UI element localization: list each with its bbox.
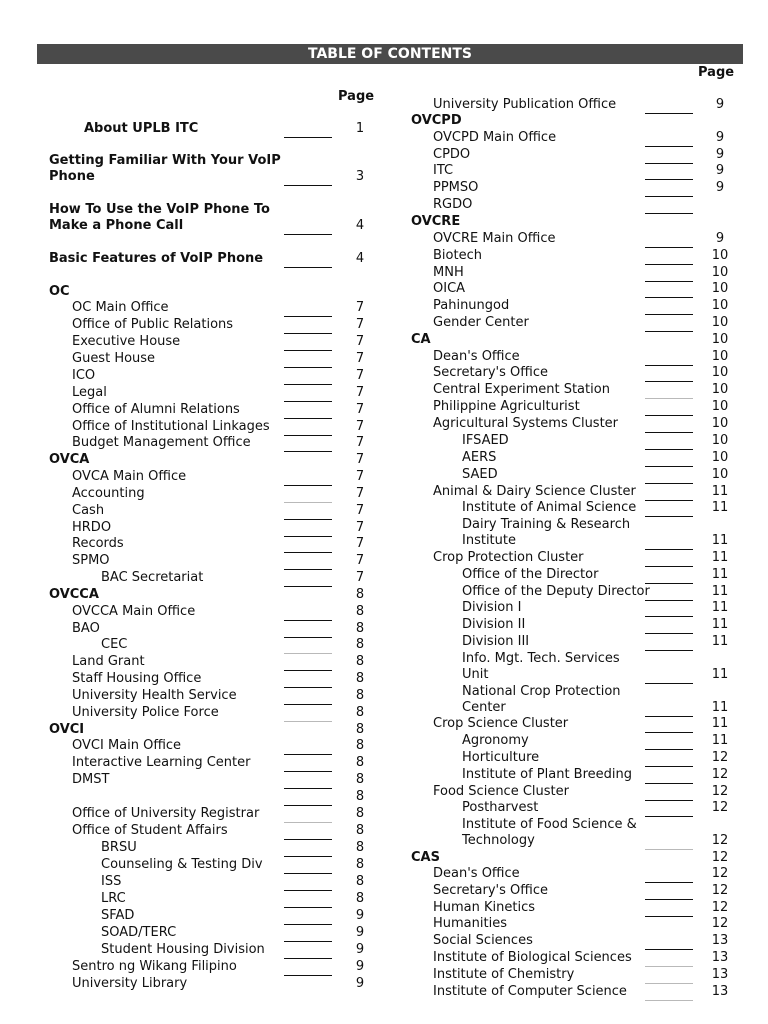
toc-leader-line (645, 264, 693, 265)
toc-leader-line (645, 882, 693, 883)
toc-page-number: 11 (711, 533, 729, 548)
toc-leader-line (284, 754, 332, 755)
toc-entry-label: Dairy Training & Research (462, 517, 631, 532)
toc-entry-label: Division II (462, 617, 526, 632)
toc-entry-label: Biotech (433, 248, 482, 263)
toc-entry-label: University Police Force (72, 705, 219, 720)
toc-section-label: OVCA (49, 452, 90, 467)
page-column-header-right: Page (698, 65, 735, 80)
toc-entry-label: University Health Service (72, 688, 237, 703)
toc-entry-label: OC Main Office (72, 300, 169, 315)
toc-page-number: 10 (711, 365, 729, 380)
toc-leader-line (284, 907, 332, 908)
toc-entry-label: About UPLB ITC (84, 121, 199, 136)
toc-entry-label: Postharvest (462, 800, 539, 815)
toc-entry-label: Philippine Agriculturist (433, 399, 580, 414)
toc-page-number: 8 (355, 738, 365, 753)
toc-page-number: 9 (715, 231, 725, 246)
toc-entry-label: LRC (101, 891, 126, 906)
toc-entry-label: Pahinungod (433, 298, 510, 313)
toc-section-label: OVCRE (411, 214, 461, 229)
toc-leader-line (284, 367, 332, 368)
toc-entry-label: Records (72, 536, 124, 551)
toc-page-number: 11 (711, 567, 729, 582)
toc-leader-line (284, 670, 332, 671)
toc-page-number: 11 (711, 617, 729, 632)
toc-leader-line (645, 381, 693, 382)
toc-entry-label: Gender Center (433, 315, 529, 330)
toc-page-number: 12 (711, 866, 729, 881)
toc-entry-label: RGDO (433, 197, 473, 212)
toc-leader-line (645, 1000, 693, 1001)
toc-page-number: 9 (715, 130, 725, 145)
toc-page-number: 9 (355, 925, 365, 940)
toc-leader-line (645, 163, 693, 164)
toc-entry-label: HRDO (72, 520, 112, 535)
toc-entry-label: CEC (101, 637, 128, 652)
toc-page-number: 7 (355, 536, 365, 551)
toc-leader-line (284, 536, 332, 537)
toc-page-number: 8 (355, 840, 365, 855)
toc-section-label: OC (49, 284, 70, 299)
toc-page-number: 8 (355, 891, 365, 906)
toc-leader-line (284, 586, 332, 587)
page-column-header-left: Page (338, 89, 375, 104)
toc-page-number: 12 (711, 900, 729, 915)
toc-page-number: 11 (711, 550, 729, 565)
toc-entry-label: Division I (462, 600, 522, 615)
toc-page-number: 8 (355, 637, 365, 652)
toc-leader-line (284, 401, 332, 402)
toc-entry-label: OVCCA Main Office (72, 604, 196, 619)
toc-page-number: 8 (355, 722, 365, 737)
toc-page-number: 9 (715, 97, 725, 112)
toc-leader-line (645, 415, 693, 416)
toc-section-label: OVCPD (411, 113, 462, 128)
toc-page-number: 7 (355, 334, 365, 349)
toc-page-number: 7 (355, 553, 365, 568)
toc-leader-line (645, 899, 693, 900)
toc-entry-label: AERS (462, 450, 497, 465)
toc-entry-label: ISS (101, 874, 122, 889)
toc-entry-label: Secretary's Office (433, 883, 548, 898)
toc-entry-label: Institute of Animal Science (462, 500, 637, 515)
toc-leader-line (284, 687, 332, 688)
toc-leader-line (284, 384, 332, 385)
toc-entry-label: BRSU (101, 840, 137, 855)
toc-page-number: 8 (355, 621, 365, 636)
toc-leader-line (284, 435, 332, 436)
toc-leader-line (284, 485, 332, 486)
toc-page-number: 11 (711, 733, 729, 748)
toc-entry-label: Social Sciences (433, 933, 533, 948)
toc-entry-label: Dean's Office (433, 866, 520, 881)
toc-entry-label: Office of the Director (462, 567, 599, 582)
toc-entry-label: Legal (72, 385, 107, 400)
toc-entry-label: Accounting (72, 486, 145, 501)
toc-page-number: 11 (711, 700, 729, 715)
toc-entry-label: Agricultural Systems Cluster (433, 416, 619, 431)
toc-page-number: 7 (355, 469, 365, 484)
toc-entry-label: Secretary's Office (433, 365, 548, 380)
toc-page-number: 10 (711, 248, 729, 263)
toc-page-number: 8 (355, 587, 365, 602)
toc-leader-line (645, 500, 693, 501)
toc-leader-line (645, 683, 693, 684)
toc-leader-line (284, 721, 332, 722)
toc-entry-label: ICO (72, 368, 96, 383)
toc-entry-label: BAO (72, 621, 100, 636)
toc-page-number: 12 (711, 850, 729, 865)
toc-leader-line (645, 716, 693, 717)
toc-entry-label: OVCPD Main Office (433, 130, 557, 145)
toc-entry-label: Horticulture (462, 750, 540, 765)
toc-page-number: 7 (355, 385, 365, 400)
toc-entry-label: OVCA Main Office (72, 469, 187, 484)
toc-entry-label: OVCI Main Office (72, 738, 182, 753)
toc-leader-line (645, 616, 693, 617)
toc-leader-line (284, 185, 332, 186)
toc-leader-line (284, 620, 332, 621)
toc-page-number: 8 (355, 857, 365, 872)
toc-leader-line (284, 975, 332, 976)
toc-entry-label: Agronomy (462, 733, 529, 748)
toc-entry-label: Cash (72, 503, 105, 518)
toc-entry-label: Institute of Biological Sciences (433, 950, 632, 965)
toc-page-number: 11 (711, 484, 729, 499)
toc-entry-label: Getting Familiar With Your VoIP (49, 153, 281, 168)
toc-section-label: OVCCA (49, 587, 99, 602)
toc-page-number: 3 (355, 169, 365, 184)
toc-entry-label: Human Kinetics (433, 900, 536, 915)
toc-page-number: 10 (711, 450, 729, 465)
toc-title-banner (37, 44, 743, 64)
toc-leader-line (284, 569, 332, 570)
toc-entry-label: SAED (462, 467, 498, 482)
toc-entry-label: University Library (72, 976, 188, 991)
toc-entry-label: Office of Institutional Linkages (72, 419, 270, 434)
toc-entry-label: Food Science Cluster (433, 784, 569, 799)
toc-page-number: 8 (355, 705, 365, 720)
toc-leader-line (645, 466, 693, 467)
toc-leader-line (645, 966, 693, 967)
toc-entry-label: BAC Secretariat (101, 570, 204, 585)
toc-entry-label: Info. Mgt. Tech. Services (462, 651, 620, 666)
toc-page-number: 7 (355, 570, 365, 585)
toc-title: TABLE OF CONTENTS (307, 46, 473, 62)
toc-entry-label: How To Use the VoIP Phone To (49, 202, 270, 217)
toc-leader-line (284, 873, 332, 874)
toc-page-number: 7 (355, 402, 365, 417)
toc-page-number: 10 (711, 382, 729, 397)
toc-page-number: 8 (355, 789, 365, 804)
toc-page-number: 7 (355, 503, 365, 518)
toc-leader-line (645, 749, 693, 750)
toc-leader-line (284, 890, 332, 891)
toc-page-number: 11 (711, 500, 729, 515)
toc-leader-line (284, 941, 332, 942)
toc-entry-label: Unit (462, 667, 489, 682)
toc-page-number: 12 (711, 750, 729, 765)
toc-page-number: 9 (355, 908, 365, 923)
toc-leader-line (645, 483, 693, 484)
toc-leader-line (284, 333, 332, 334)
toc-page-number: 9 (355, 976, 365, 991)
toc-leader-line (645, 179, 693, 180)
toc-page-number: 9 (355, 959, 365, 974)
toc-leader-line (645, 365, 693, 366)
toc-leader-line (645, 849, 693, 850)
toc-entry-label: Office of Alumni Relations (72, 402, 240, 417)
toc-leader-line (645, 650, 693, 651)
toc-entry-label: Staff Housing Office (72, 671, 202, 686)
toc-entry-label: Crop Protection Cluster (433, 550, 584, 565)
toc-page-number: 10 (711, 467, 729, 482)
toc-entry-label: CPDO (433, 147, 471, 162)
toc-entry-label: Office of Public Relations (72, 317, 234, 332)
toc-entry-label: Center (462, 700, 506, 715)
toc-entry-label: University Publication Office (433, 97, 617, 112)
toc-leader-line (645, 146, 693, 147)
toc-page-number: 7 (355, 351, 365, 366)
toc-entry-label: Executive House (72, 334, 181, 349)
toc-page-number: 8 (355, 823, 365, 838)
toc-page-number: 8 (355, 671, 365, 686)
toc-page-number: 4 (355, 218, 365, 233)
toc-leader-line (645, 949, 693, 950)
toc-section-label: CA (411, 332, 431, 347)
toc-entry-label: Sentro ng Wikang Filipino (72, 959, 237, 974)
toc-entry-label: Institute of Plant Breeding (462, 767, 632, 782)
toc-entry-label: Office of University Registrar (72, 806, 260, 821)
toc-leader-line (645, 196, 693, 197)
toc-leader-line (645, 213, 693, 214)
toc-page-number: 12 (711, 800, 729, 815)
toc-entry-label: Basic Features of VoIP Phone (49, 251, 264, 266)
toc-page-number: 10 (711, 298, 729, 313)
toc-entry-label: Dean's Office (433, 349, 520, 364)
toc-entry-label: Office of Student Affairs (72, 823, 228, 838)
toc-leader-line (645, 583, 693, 584)
toc-page-number: 11 (711, 584, 729, 599)
toc-entry-label: OVCRE Main Office (433, 231, 556, 246)
toc-entry-label: Student Housing Division (101, 942, 265, 957)
toc-leader-line (284, 704, 332, 705)
toc-entry-label: Budget Management Office (72, 435, 251, 450)
toc-page-number: 12 (711, 767, 729, 782)
toc-leader-line (284, 451, 332, 452)
toc-page-number: 7 (355, 435, 365, 450)
toc-leader-line (284, 771, 332, 772)
toc-page-number: 10 (711, 433, 729, 448)
toc-leader-line (645, 297, 693, 298)
toc-leader-line (284, 839, 332, 840)
toc-page-number: 10 (711, 281, 729, 296)
toc-entry-label: Division III (462, 634, 530, 649)
toc-page-number: 11 (711, 667, 729, 682)
toc-leader-line (645, 398, 693, 399)
toc-page-number: 10 (711, 399, 729, 414)
toc-entry-label: OICA (433, 281, 466, 296)
toc-leader-line (645, 549, 693, 550)
toc-entry-label: SPMO (72, 553, 110, 568)
toc-page-number: 12 (711, 784, 729, 799)
toc-entry-label: ITC (433, 163, 454, 178)
toc-page-number: 7 (355, 368, 365, 383)
toc-entry-label: Central Experiment Station (433, 382, 610, 397)
toc-page-number: 7 (355, 520, 365, 535)
toc-entry-label: PPMSO (433, 180, 479, 195)
toc-page-number: 8 (355, 654, 365, 669)
toc-section-label: OVCI (49, 722, 85, 737)
toc-entry-label: Institute of Food Science & (462, 817, 637, 832)
toc-entry-label: Institute (462, 533, 516, 548)
toc-leader-line (645, 113, 693, 114)
toc-leader-line (645, 800, 693, 801)
toc-page-number: 8 (355, 755, 365, 770)
toc-page-number: 13 (711, 967, 729, 982)
toc-leader-line (645, 331, 693, 332)
toc-leader-line (645, 983, 693, 984)
toc-leader-line (284, 552, 332, 553)
toc-leader-line (284, 350, 332, 351)
toc-page-number: 8 (355, 772, 365, 787)
toc-leader-line (284, 137, 332, 138)
toc-leader-line (645, 566, 693, 567)
toc-leader-line (645, 432, 693, 433)
toc-entry-label: IFSAED (462, 433, 509, 448)
toc-page-number: 10 (711, 315, 729, 330)
toc-page-number: 13 (711, 933, 729, 948)
toc-leader-line (645, 449, 693, 450)
toc-page-number: 7 (355, 317, 365, 332)
toc-leader-line (645, 816, 693, 817)
toc-entry-label: Counseling & Testing Div (101, 857, 263, 872)
toc-entry-label: SOAD/TERC (101, 925, 177, 940)
toc-entry-label: Institute of Computer Science (433, 984, 627, 999)
toc-leader-line (284, 822, 332, 823)
toc-entry-label: DMST (72, 772, 110, 787)
toc-section-label: CAS (411, 850, 440, 865)
toc-page-number: 8 (355, 688, 365, 703)
toc-page-number: 9 (355, 942, 365, 957)
toc-entry-label: National Crop Protection (462, 684, 621, 699)
toc-entry-label: Make a Phone Call (49, 218, 184, 233)
toc-page-number: 1 (355, 121, 365, 136)
toc-page-number: 10 (711, 349, 729, 364)
toc-leader-line (645, 916, 693, 917)
toc-leader-line (645, 766, 693, 767)
toc-page-number: 9 (715, 147, 725, 162)
toc-entry-label: Institute of Chemistry (433, 967, 575, 982)
toc-leader-line (284, 637, 332, 638)
toc-page-number: 7 (355, 486, 365, 501)
toc-leader-line (284, 234, 332, 235)
toc-leader-line (284, 267, 332, 268)
toc-leader-line (284, 856, 332, 857)
toc-page-number: 12 (711, 833, 729, 848)
toc-page-number: 12 (711, 916, 729, 931)
toc-page-number: 10 (711, 265, 729, 280)
toc-page-number: 8 (355, 604, 365, 619)
toc-leader-line (284, 316, 332, 317)
toc-leader-line (645, 281, 693, 282)
toc-entry-label: Phone (49, 169, 95, 184)
toc-page-number: 12 (711, 883, 729, 898)
toc-page-number: 9 (715, 163, 725, 178)
toc-entry-label: Technology (462, 833, 535, 848)
toc-leader-line (645, 600, 693, 601)
toc-page-number: 13 (711, 984, 729, 999)
toc-page-number: 11 (711, 600, 729, 615)
toc-leader-line (284, 924, 332, 925)
toc-page-number: 7 (355, 452, 365, 467)
toc-page-number: 11 (711, 716, 729, 731)
toc-entry-label: Guest House (72, 351, 156, 366)
toc-page-number: 10 (711, 416, 729, 431)
toc-entry-label: Interactive Learning Center (72, 755, 251, 770)
toc-leader-line (645, 783, 693, 784)
toc-page-number: 10 (711, 332, 729, 347)
toc-page-number: 13 (711, 950, 729, 965)
toc-leader-line (645, 247, 693, 248)
toc-entry-label: MNH (433, 265, 464, 280)
toc-entry-label: Land Grant (72, 654, 145, 669)
toc-leader-line (645, 314, 693, 315)
toc-page-number: 7 (355, 300, 365, 315)
toc-page-number: 4 (355, 251, 365, 266)
toc-entry-label: Animal & Dairy Science Cluster (433, 484, 636, 499)
toc-entry-label: Crop Science Cluster (433, 716, 569, 731)
toc-page-number: 8 (355, 874, 365, 889)
toc-page-number: 8 (355, 806, 365, 821)
toc-page-number: 9 (715, 180, 725, 195)
toc-leader-line (645, 732, 693, 733)
toc-leader-line (284, 519, 332, 520)
toc-leader-line (284, 958, 332, 959)
toc-leader-line (284, 788, 332, 789)
toc-leader-line (645, 516, 693, 517)
toc-entry-label: SFAD (101, 908, 135, 923)
toc-leader-line (284, 805, 332, 806)
toc-leader-line (645, 633, 693, 634)
toc-leader-line (284, 418, 332, 419)
toc-entry-label: Office of the Deputy Director (462, 584, 650, 599)
toc-page-number: 11 (711, 634, 729, 649)
toc-leader-line (284, 502, 332, 503)
toc-leader-line (284, 653, 332, 654)
toc-entry-label: Humanities (433, 916, 507, 931)
toc-page-number: 7 (355, 419, 365, 434)
